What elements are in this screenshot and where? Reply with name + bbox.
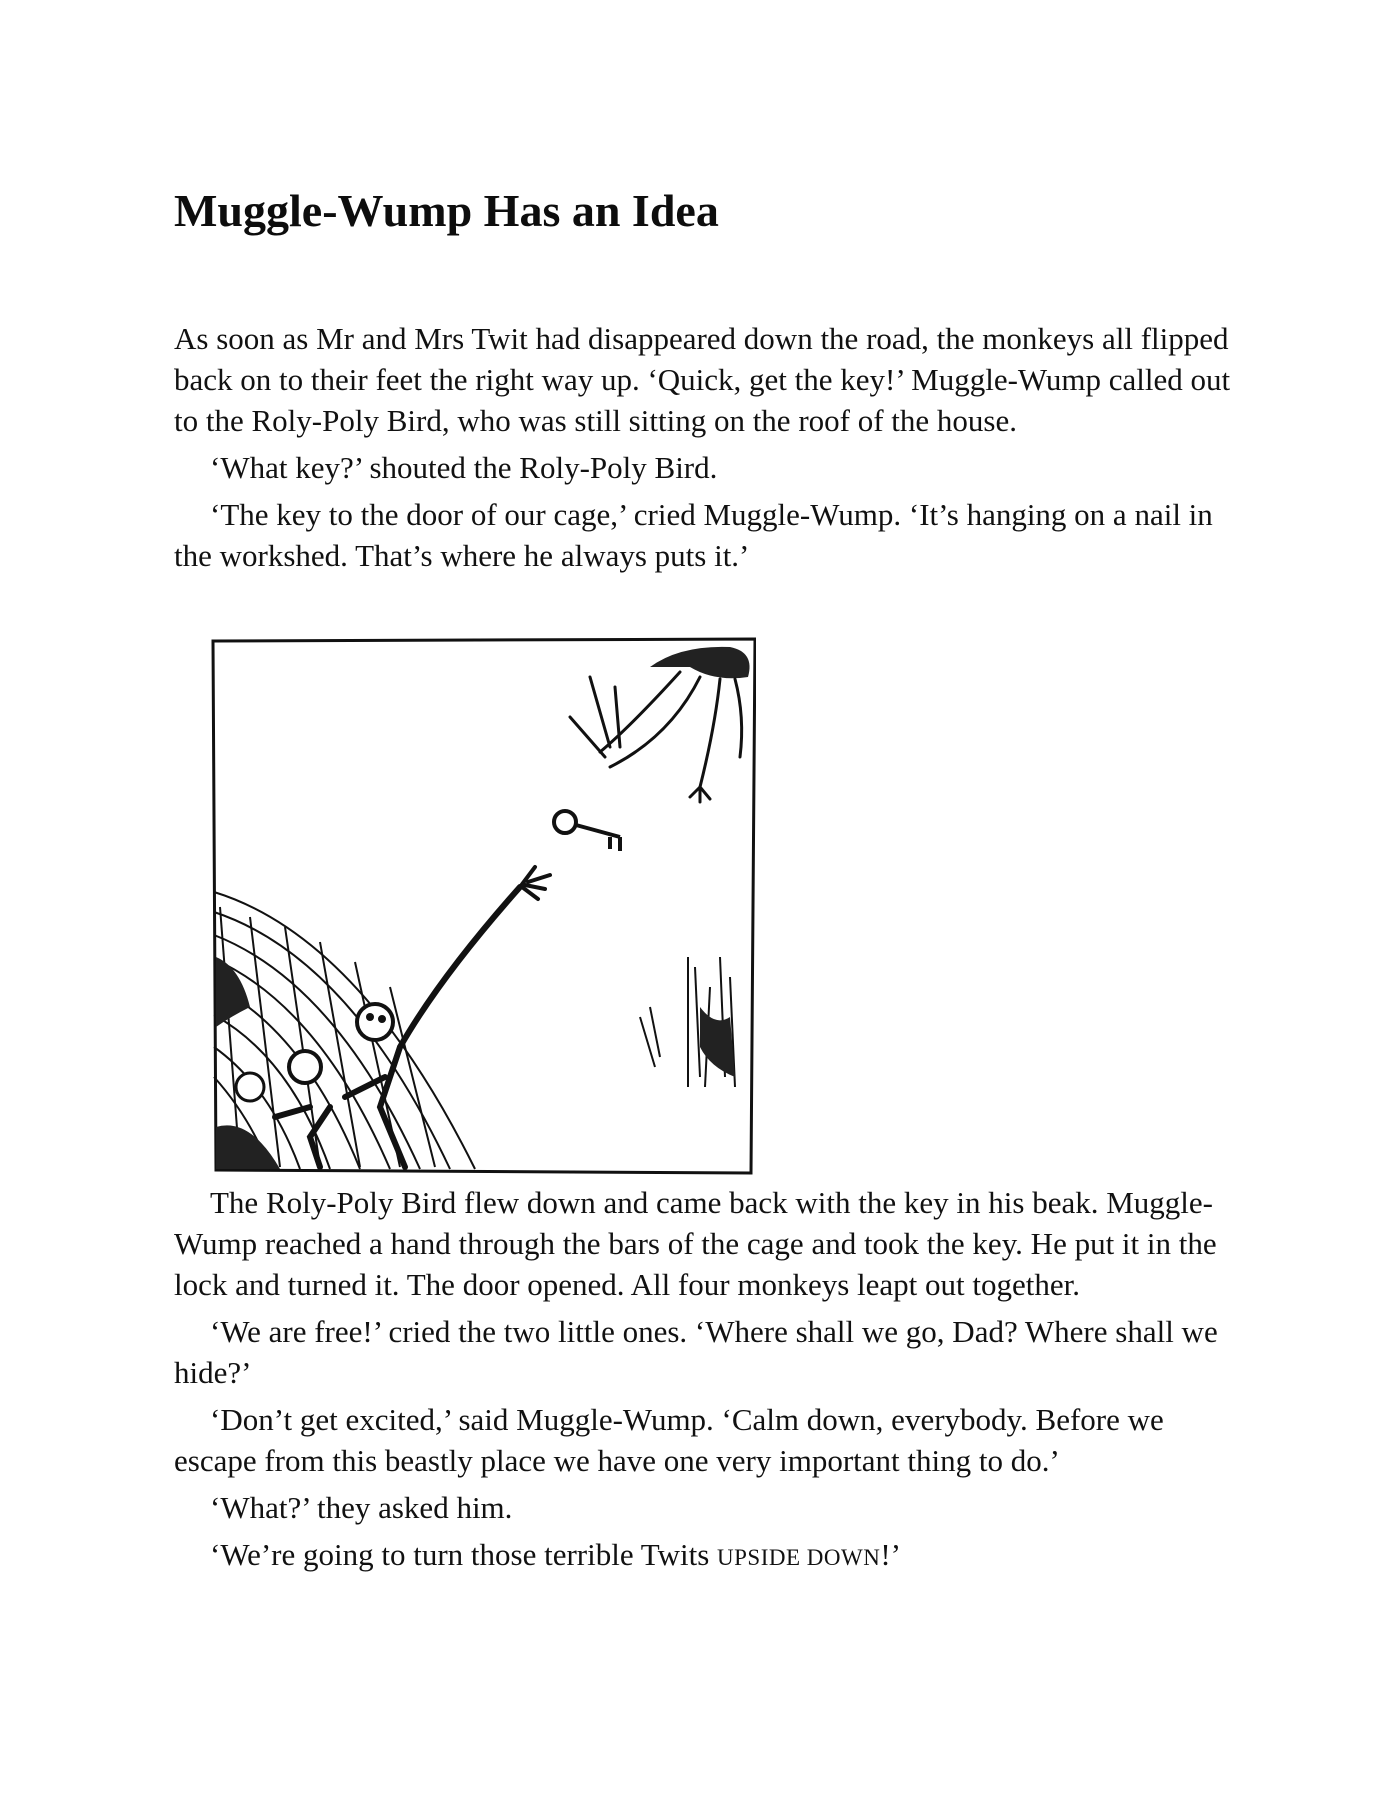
paragraph: ‘Don’t get excited,’ said Muggle-Wump. ‘Calm down, everybody. Before we escape from this beastly place we have one very important thing to do.’ xyxy=(174,1402,1164,1478)
text-block-top xyxy=(174,318,1234,582)
paragraph-last xyxy=(174,1534,1234,1578)
paragraph: The Roly-Poly Bird flew down and came back with the key in his beak. Muggle-Wump reached a hand through the bars of the cage and took the key. He put it in the lock and turned it. The door opened. All four monkeys leapt out together. xyxy=(174,1185,1217,1302)
text-span: !’ xyxy=(880,1537,901,1572)
paragraph: ‘What key?’ shouted the Roly-Poly Bird. xyxy=(210,450,718,485)
paragraph: ‘The key to the door of our cage,’ cried Muggle-Wump. ‘It’s hanging on a nail in the workshed. That’s where he always puts it.’ xyxy=(174,497,1213,573)
text-span: ‘We’re going to turn those terrible Twits xyxy=(210,1537,718,1572)
chapter-title: Muggle-Wump Has an Idea xyxy=(174,185,719,236)
text-block-bottom xyxy=(174,1182,1234,1584)
paragraph: ‘What?’ they asked him. xyxy=(210,1490,513,1525)
monkey-bird-illustration xyxy=(210,637,756,1175)
paragraph: As soon as Mr and Mrs Twit had disappeared down the road, the monkeys all flipped back on to their feet the right way up. ‘Quick, get the key!’ Muggle-Wump called out to the Roly-Poly Bird, who was still sitting on the roof of the house. xyxy=(174,321,1231,438)
smallcaps-text: UPSIDE DOWN xyxy=(717,1545,881,1570)
paragraph: ‘We are free!’ cried the two little ones. ‘Where shall we go, Dad? Where shall we hide?’ xyxy=(174,1314,1218,1390)
